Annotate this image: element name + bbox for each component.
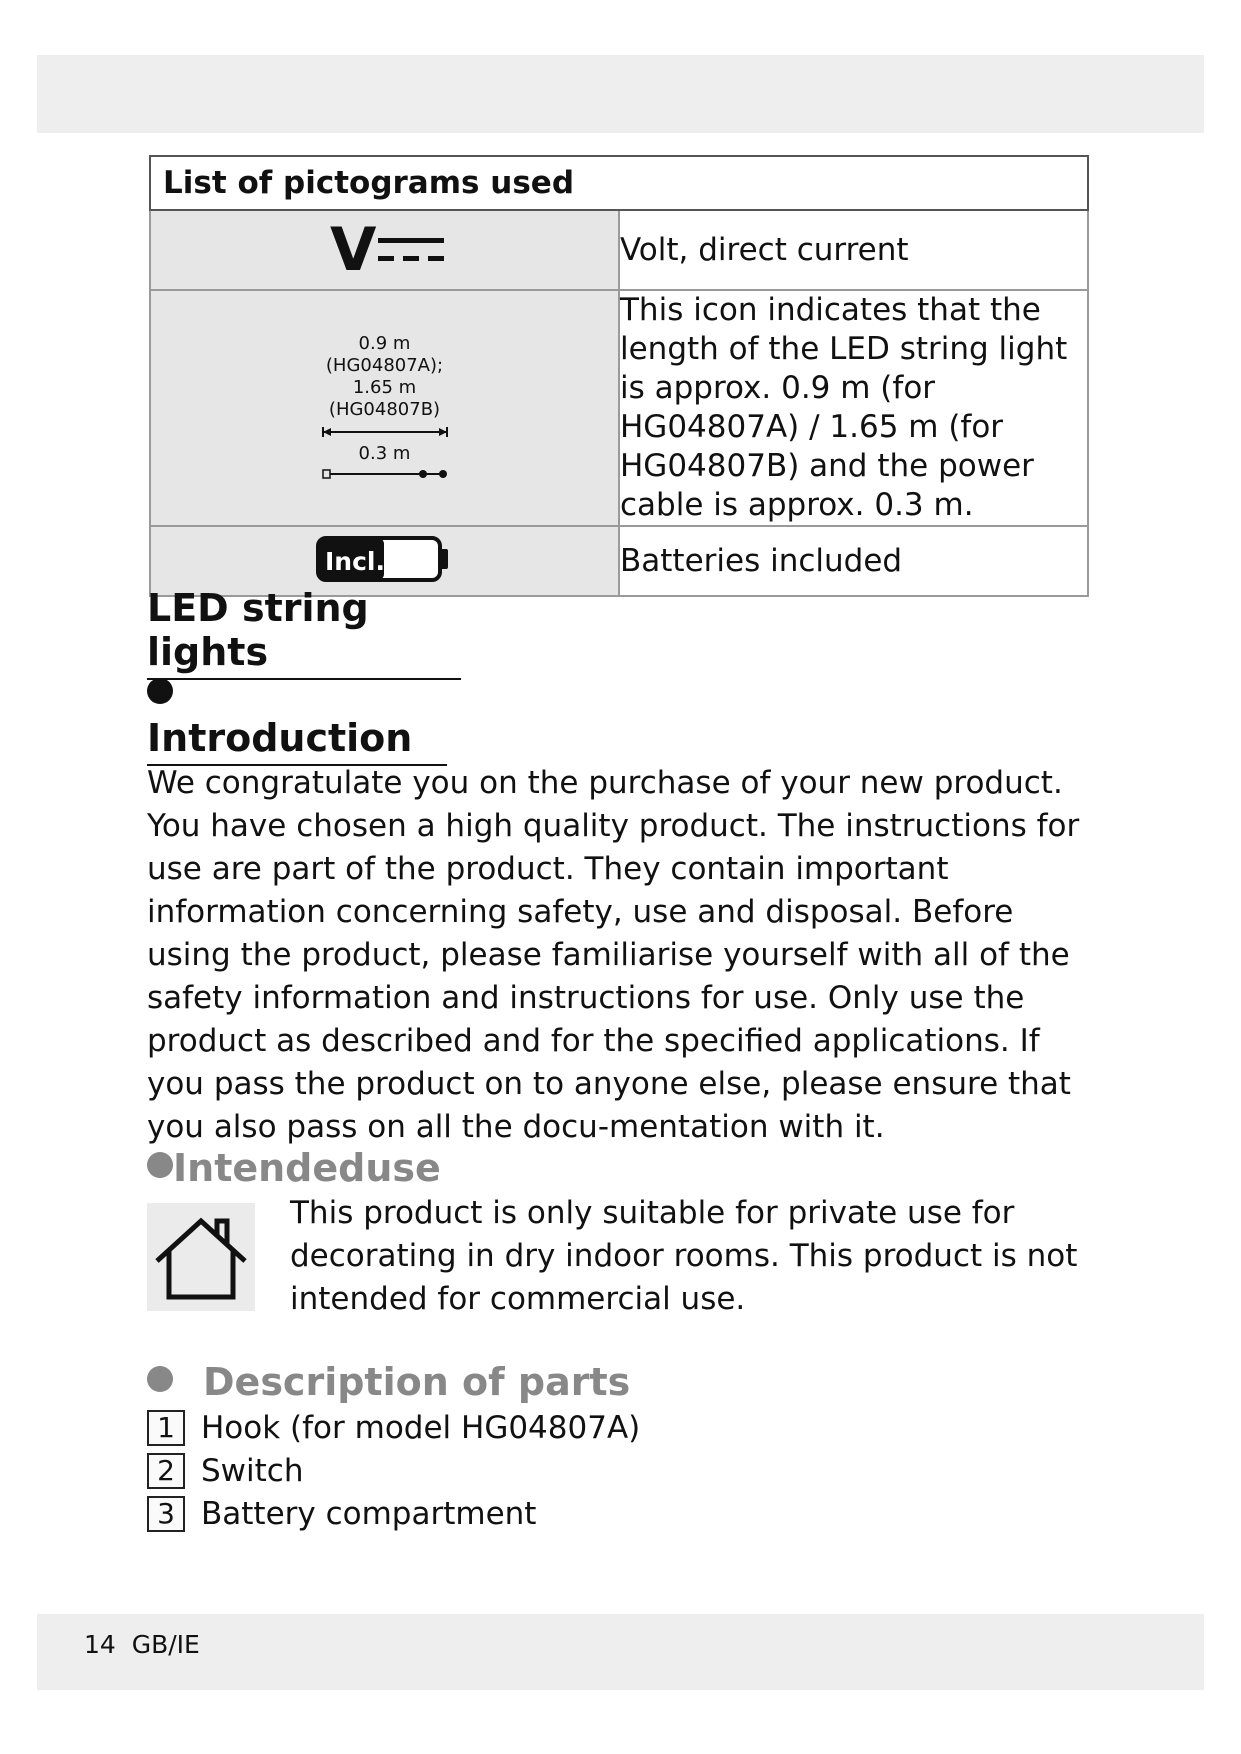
volt-letter: V <box>329 220 376 276</box>
volt-dc-icon <box>150 210 619 290</box>
parts-heading <box>147 1360 630 1404</box>
parts-heading-text: Description of parts <box>203 1360 631 1404</box>
pictogram-description: This icon indicates that the length of the LED string light is approx. 0.9 m (for HG04807A) / 1.65 m (for HG04807B) and the power cable is approx. 0.3 m. <box>619 290 1088 526</box>
intended-use-text: This product is only suitable for private use for decorating in dry indoor rooms. This product is not intended for commercial use. <box>290 1195 1078 1317</box>
section-title: LED string lights <box>147 586 461 680</box>
part-number: 2 <box>147 1453 185 1489</box>
list-item <box>147 1492 640 1535</box>
pictogram-description: Batteries included <box>619 526 1088 596</box>
house-icon <box>147 1203 255 1311</box>
cable-icon-line: 1.65 m <box>352 377 417 398</box>
pictogram-table-title: List of pictograms used <box>150 156 1088 210</box>
list-item <box>147 1449 640 1492</box>
part-label: Hook (for model HG04807A) <box>201 1409 641 1446</box>
bullet-icon <box>147 1152 173 1178</box>
header-band <box>37 55 1204 133</box>
part-number: 3 <box>147 1496 185 1532</box>
list-item <box>147 1406 640 1449</box>
part-label: Switch <box>201 1452 304 1489</box>
cable-icon-line: (HG04807B) <box>328 399 441 420</box>
cable-icon-line: 0.9 m <box>358 333 411 354</box>
pictogram-table <box>149 155 1089 597</box>
part-label: Battery compartment <box>201 1495 537 1532</box>
intended-use-heading-text: Intendeduse <box>173 1146 441 1190</box>
table-row <box>150 210 1088 290</box>
cable-icon-line: (HG04807A); <box>325 355 444 376</box>
cable-icon <box>321 467 449 481</box>
length-arrow-icon <box>321 427 449 437</box>
incl-label: Incl. <box>324 547 385 576</box>
parts-list <box>147 1406 640 1535</box>
pictogram-description: Volt, direct current <box>619 210 1088 290</box>
intended-use-heading <box>147 1146 441 1190</box>
page-number: 14 GB/IE <box>84 1630 200 1659</box>
cable-icon-line: 0.3 m <box>358 443 411 464</box>
part-number: 1 <box>147 1410 185 1446</box>
introduction-heading <box>147 672 447 766</box>
footer-band <box>37 1614 1204 1690</box>
cable-length-icon <box>150 290 619 526</box>
bullet-icon <box>147 678 173 704</box>
introduction-heading-text: Introduction <box>147 716 413 760</box>
table-row <box>150 290 1088 526</box>
bullet-icon <box>147 1366 173 1392</box>
introduction-text: We congratulate you on the purchase of your new product. You have chosen a high quality product. The instructions for use are part of the product. They contain important information concerning safety, use and disposal. Before using the product, please familiarise yourself with all of the safety information and instructions for use. Only use the product as described and for the specified applications. If you pass the product on to anyone else, please ensure that you also pass on all the docu-mentation with it. <box>147 765 1080 1145</box>
